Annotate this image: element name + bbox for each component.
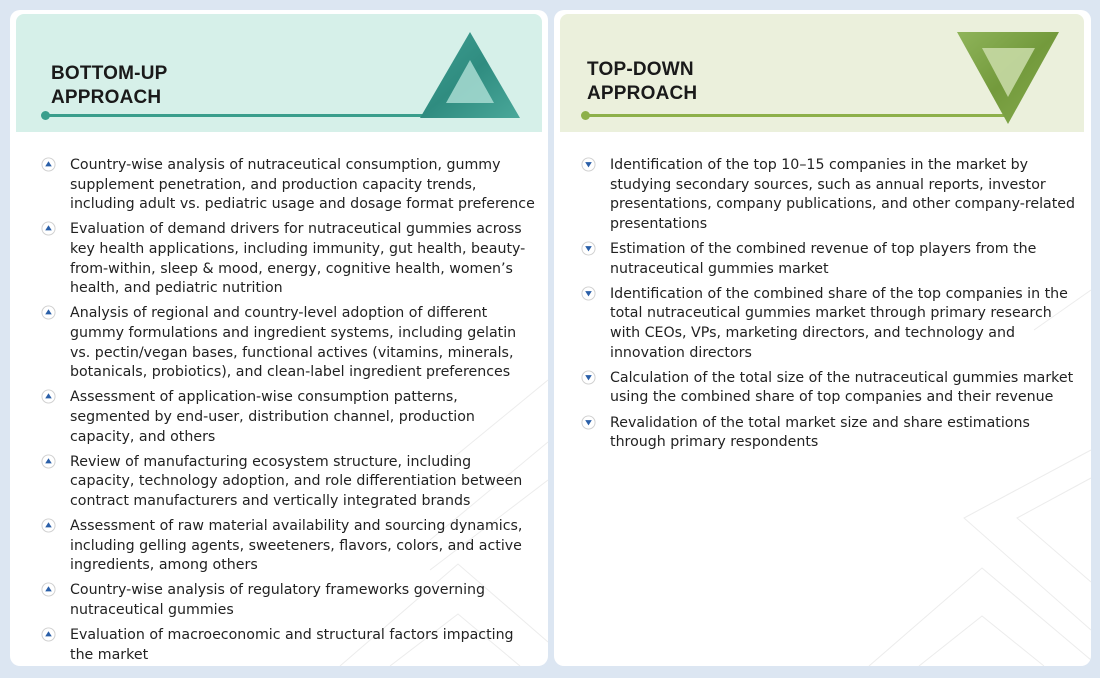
list-item: Identification of the combined share of the top companies in the total nutraceutical gummies market through primary research with CEOs, VPs, marketing directors, and technology and innovation directors bbox=[580, 285, 1080, 363]
triangle-up-icon bbox=[418, 30, 522, 120]
arrow-up-bullet-icon bbox=[41, 305, 56, 320]
list-item: Revalidation of the total market size and share estimations through primary respondents bbox=[580, 414, 1080, 453]
list-item: Country-wise analysis of regulatory frameworks governing nutraceutical gummies bbox=[40, 581, 540, 620]
list-item: Review of manufacturing ecosystem structure, including capacity, technology adoption, and role differentiation between contract manufacturers and vertically integrated brands bbox=[40, 453, 540, 512]
arrow-up-bullet-icon bbox=[41, 518, 56, 533]
arrow-up-bullet-icon bbox=[41, 454, 56, 469]
arrow-down-bullet-icon bbox=[581, 415, 596, 430]
list-item: Calculation of the total size of the nutraceutical gummies market using the combined share of top companies and their revenue bbox=[580, 369, 1080, 408]
arrow-down-bullet-icon bbox=[581, 370, 596, 385]
list-item: Country-wise analysis of nutraceutical consumption, gummy supplement penetration, and production capacity trends, including adult vs. pediatric usage and dosage format preference bbox=[40, 156, 540, 215]
bottom-up-header bbox=[16, 14, 542, 132]
bottom-up-title: BOTTOM-UP APPROACH bbox=[51, 63, 168, 108]
arrow-up-bullet-icon bbox=[41, 389, 56, 404]
list-item: Identification of the top 10–15 companies in the market by studying secondary sources, such as annual reports, investor presentations, company publications, and other company-related presentations bbox=[580, 156, 1080, 234]
top-down-title: TOP-DOWN APPROACH bbox=[587, 59, 698, 104]
top-down-header bbox=[560, 14, 1084, 132]
top-down-list bbox=[580, 156, 1080, 458]
arrow-up-bullet-icon bbox=[41, 221, 56, 236]
top-down-card bbox=[554, 10, 1091, 666]
bottom-up-list bbox=[40, 156, 540, 666]
arrow-down-bullet-icon bbox=[581, 157, 596, 172]
header-underline bbox=[585, 114, 1010, 117]
list-item: Evaluation of demand drivers for nutraceutical gummies across key health applications, including immunity, gut health, beauty-from-within, sleep & mood, energy, cognitive health, women’s health, and pediatric nutrition bbox=[40, 220, 540, 298]
triangle-down-icon bbox=[955, 30, 1061, 126]
arrow-down-bullet-icon bbox=[581, 286, 596, 301]
arrow-up-bullet-icon bbox=[41, 157, 56, 172]
list-item: Assessment of application-wise consumption patterns, segmented by end-user, distribution channel, production capacity, and others bbox=[40, 388, 540, 447]
list-item: Analysis of regional and country-level adoption of different gummy formulations and ingredient systems, including gelatin vs. pectin/vegan bases, functional actives (vitamins, minerals, botanicals, probiotics), and clean-label ingredient preferences bbox=[40, 304, 540, 382]
list-item: Assessment of raw material availability and sourcing dynamics, including gelling agents, sweeteners, flavors, colors, and active ingredients, among others bbox=[40, 517, 540, 576]
list-item: Evaluation of macroeconomic and structural factors impacting the market bbox=[40, 626, 540, 665]
bottom-up-card bbox=[10, 10, 548, 666]
arrow-down-bullet-icon bbox=[581, 241, 596, 256]
arrow-up-bullet-icon bbox=[41, 627, 56, 642]
arrow-up-bullet-icon bbox=[41, 582, 56, 597]
list-item: Estimation of the combined revenue of top players from the nutraceutical gummies market bbox=[580, 240, 1080, 279]
